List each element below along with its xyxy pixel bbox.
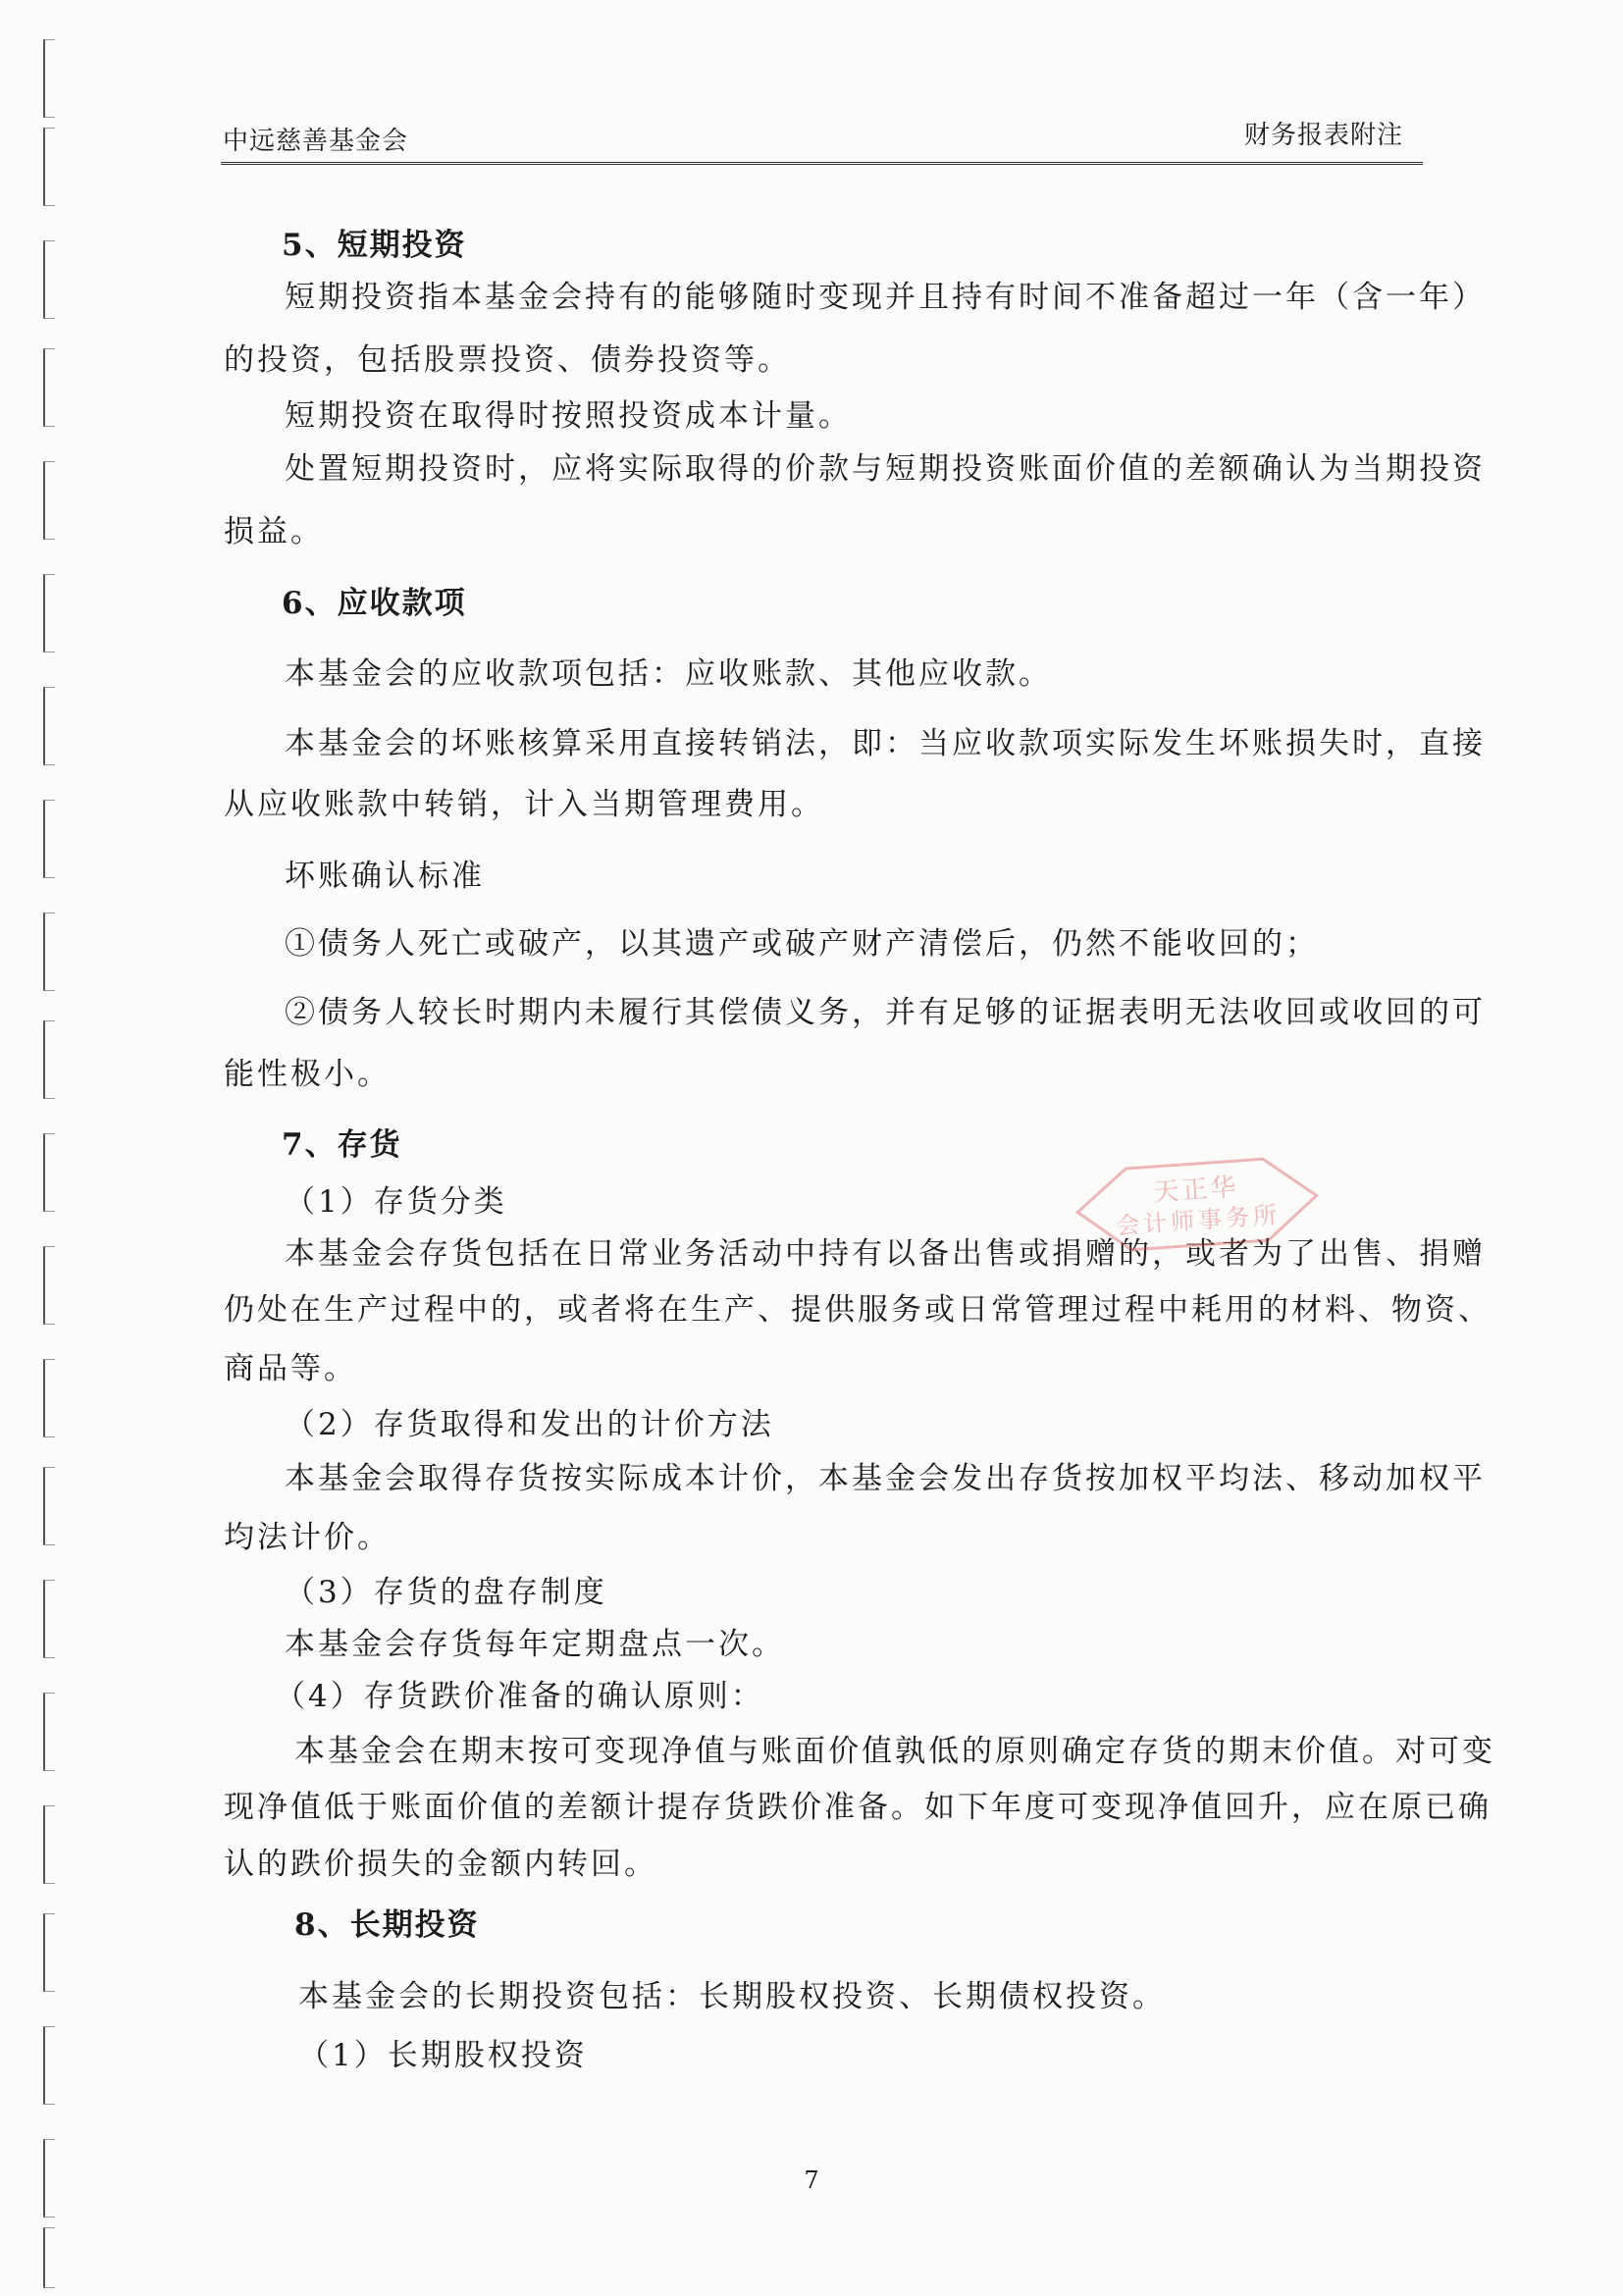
binding-mark — [43, 39, 55, 118]
stamp-text-top: 天正华 — [1152, 1173, 1240, 1209]
stamp-text-bottom: 会计师事务所 — [1115, 1201, 1282, 1240]
report-section-title: 财务报表附注 — [1243, 121, 1403, 150]
paragraph-line: 能性极小。 — [224, 1057, 391, 1092]
section-heading: 8、长期投资 — [294, 1907, 480, 1943]
paragraph-line: 均法计价。 — [224, 1520, 391, 1555]
paragraph-line: （1）存货分类 — [285, 1184, 507, 1220]
paragraph-line: 短期投资在取得时按照投资成本计量。 — [285, 398, 852, 434]
binding-mark — [43, 2026, 55, 2105]
binding-mark — [43, 348, 55, 427]
paragraph-line: 的投资，包括股票投资、债券投资等。 — [224, 342, 791, 378]
organization-name: 中远慈善基金会 — [223, 127, 409, 156]
paragraph-line: ②债务人较长时期内未履行其偿债义务，并有足够的证据表明无法收回或收回的可 — [285, 995, 1486, 1030]
page-number: 7 — [804, 2166, 819, 2194]
binding-mark — [43, 1246, 55, 1325]
binding-mark — [43, 2227, 55, 2288]
paragraph-line: 认的跌价损失的金额内转回。 — [224, 1847, 657, 1882]
page-header — [221, 113, 1423, 165]
section-heading: 7、存货 — [282, 1127, 402, 1163]
binding-mark — [43, 1133, 55, 1212]
binding-mark — [43, 1805, 55, 1884]
binding-mark — [43, 1467, 55, 1545]
binding-mark — [43, 800, 55, 878]
paragraph-line: （1）长期股权投资 — [298, 2038, 588, 2073]
paragraph-line: 商品等。 — [224, 1351, 357, 1386]
binding-mark — [43, 574, 55, 652]
paragraph-line: 仍处在生产过程中的，或者将在生产、提供服务或日常管理过程中耗用的材料、物资、 — [224, 1292, 1492, 1328]
paragraph-line: 本基金会的坏账核算采用直接转销法，即：当应收款项实际发生坏账损失时，直接 — [285, 726, 1486, 761]
paragraph-line: （4）存货跌价准备的确认原则： — [275, 1679, 764, 1714]
section-heading: 5、短期投资 — [282, 228, 467, 263]
binding-mark — [43, 461, 55, 540]
paragraph-line: 短期投资指本基金会持有的能够随时变现并且持有时间不准备超过一年（含一年） — [285, 280, 1486, 315]
paragraph-line: 本基金会存货每年定期盘点一次。 — [285, 1627, 785, 1662]
binding-margin — [0, 0, 79, 2296]
paragraph-line: 现净值低于账面价值的差额计提存货跌价准备。如下年度可变现净值回升，应在原已确 — [224, 1790, 1492, 1825]
firm-seal-stamp — [1067, 1149, 1328, 1260]
binding-mark — [43, 687, 55, 765]
paragraph-line: 本基金会的应收款项包括：应收账款、其他应收款。 — [285, 656, 1052, 692]
paragraph-line: 从应收账款中转销，计入当期管理费用。 — [224, 787, 824, 822]
paragraph-line: 处置短期投资时，应将实际取得的价款与短期投资账面价值的差额确认为当期投资 — [285, 451, 1486, 487]
paragraph-line: ①债务人死亡或破产，以其遗产或破产财产清偿后，仍然不能收回的； — [285, 926, 1319, 962]
binding-mark — [43, 240, 55, 319]
binding-mark — [43, 1359, 55, 1437]
paragraph-line: （2）存货取得和发出的计价方法 — [285, 1407, 774, 1442]
paragraph-line: 损益。 — [224, 514, 324, 549]
binding-mark — [43, 1913, 55, 1992]
paragraph-line: （3）存货的盘存制度 — [285, 1575, 607, 1610]
paragraph-line: 坏账确认标准 — [285, 859, 485, 894]
paragraph-line: 本基金会存货包括在日常业务活动中持有以备出售或捐赠的，或者为了出售、捐赠 — [285, 1236, 1486, 1272]
paragraph-line: 本基金会取得存货按实际成本计价，本基金会发出存货按加权平均法、移动加权平 — [285, 1461, 1486, 1496]
binding-mark — [43, 913, 55, 991]
binding-mark — [43, 1020, 55, 1099]
section-heading: 6、应收款项 — [282, 586, 467, 621]
paragraph-line: 本基金会的长期投资包括：长期股权投资、长期债权投资。 — [298, 1979, 1166, 2014]
binding-mark — [43, 1580, 55, 1658]
paragraph-line: 本基金会在期末按可变现净值与账面价值孰低的原则确定存货的期末价值。对可变 — [294, 1734, 1495, 1769]
binding-mark — [43, 1693, 55, 1771]
binding-mark — [43, 128, 55, 206]
